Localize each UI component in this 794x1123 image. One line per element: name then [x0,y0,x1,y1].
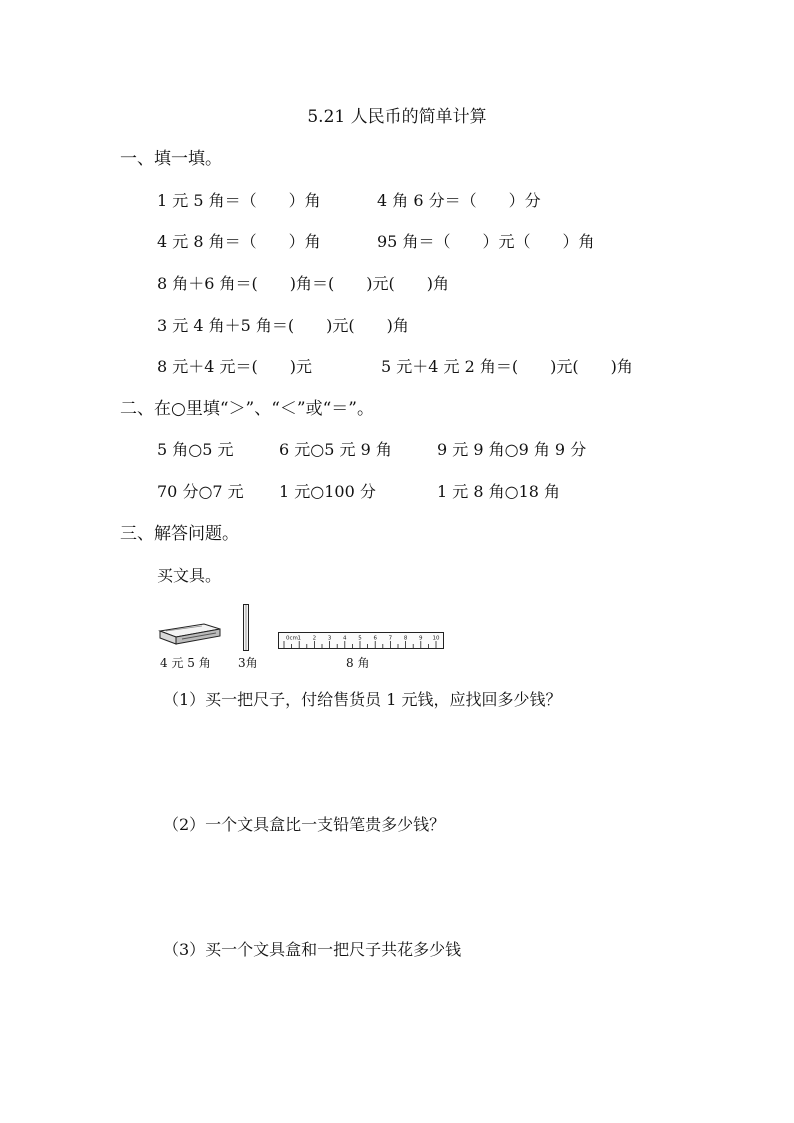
ruler-tick-label: 10 [432,635,440,642]
pencil-case-icon [158,621,222,645]
pencil-price: 3角 [238,656,258,670]
ruler-tick-label: 2 [312,635,317,642]
ruler-tick-label: 9 [419,635,423,642]
ruler-tick-label: 8 [403,635,408,642]
ruler-tick-label: 7 [388,635,393,642]
page-title: 5.21 人民币的简单计算 [307,107,487,127]
ruler-tick-label: 5 [358,635,362,642]
question-2: （2）一个文具盒比一支铅笔贵多少钱？ [163,815,446,834]
compare-item: 1 元 8 角○18 角 [437,482,561,501]
ruler-price: 8 角 [346,656,370,670]
compare-item: 1 元○100 分 [279,482,376,501]
compare-item: 9 元 9 角○9 角 9 分 [437,440,587,459]
section-3-subtitle: 买文具。 [157,566,222,585]
question-3: （3）买一个文具盒和一把尺子共花多少钱 [163,940,462,959]
section-2-heading: 二、在○里填“＞”、“＜”或“＝”。 [120,399,374,419]
fill-item: 8 元＋4 元＝( )元 [157,357,313,376]
section-1-heading: 一、填一填。 [120,149,222,169]
fill-item: 5 元＋4 元 2 角＝( )元( )角 [381,357,633,376]
ruler-tick-label: 1 [297,635,301,642]
compare-item: 5 角○5 元 [157,440,234,459]
pencil-icon [242,604,250,652]
fill-item: 4 角 6 分＝（ ）分 [377,191,541,210]
ruler-tick-label: 4 [343,635,347,642]
fill-item: 8 角＋6 角＝( )角＝( )元( )角 [157,274,449,293]
ruler-tick-label: 0cm [286,635,298,642]
fill-item: 1 元 5 角＝（ ）角 [157,191,321,210]
ruler-tick-label: 3 [327,635,332,642]
section-3-heading: 三、解答问题。 [120,524,239,544]
compare-item: 6 元○5 元 9 角 [279,440,392,459]
fill-item: 4 元 8 角＝（ ）角 [157,232,321,251]
question-1: （1）买一把尺子，付给售货员 1 元钱，应找回多少钱？ [163,690,562,709]
ruler-tick-label: 6 [373,635,377,642]
ruler-icon [278,632,444,649]
compare-item: 70 分○7 元 [157,482,244,501]
fill-item: 3 元 4 角＋5 角＝( )元( )角 [157,316,409,335]
fill-item: 95 角＝（ ）元（ ）角 [377,232,595,251]
pencil-case-price: 4 元 5 角 [160,656,211,670]
